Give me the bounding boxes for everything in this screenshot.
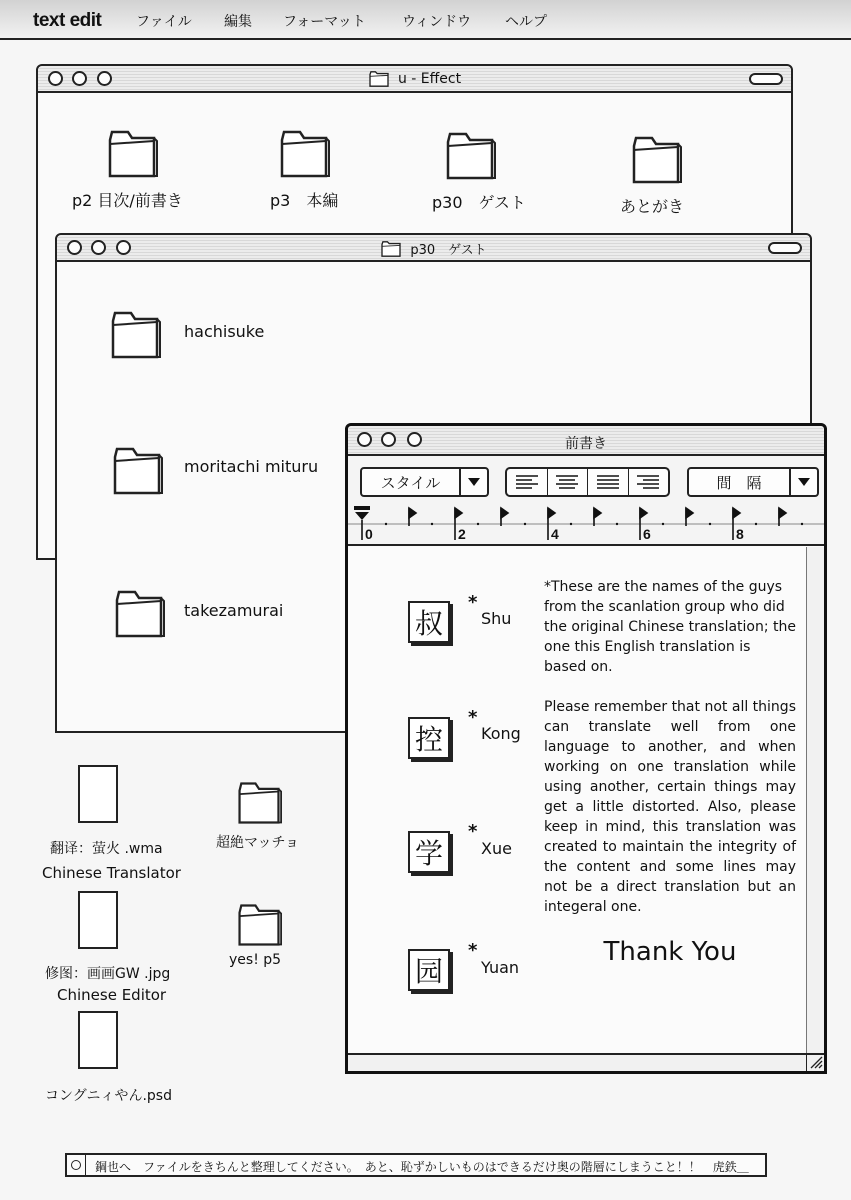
menu-file[interactable]: ファイル: [136, 14, 192, 30]
folder-icon[interactable]: [111, 445, 163, 497]
message-text: 鋼也へ ファイルをきちんと整理してください。 あと、恥ずかしいものはできるだけ奥の階層にしまうこと！！ 虎鉄＿: [95, 1160, 749, 1174]
folder-icon[interactable]: [630, 134, 682, 186]
folder-label: p30 ゲスト: [432, 193, 526, 212]
folder-label: hachisuke: [184, 322, 265, 341]
chevron-down-icon: [459, 469, 487, 495]
thank-you-text: Thank You: [603, 937, 737, 967]
asterisk: *: [468, 940, 478, 961]
effect-window-titlebar[interactable]: [38, 66, 791, 93]
toolbar-toggle-button[interactable]: [749, 73, 783, 85]
guest-window-titlebar[interactable]: [57, 235, 810, 262]
translation-disclaimer: Please remember that not all things can translate well from one language to another, and when working on one translation while using another, certain things may get a little distorted. Also, please keep in mind, this translation was created to maintain the integrity of the content and some lines may not be a direct translation but an integeral one.: [544, 699, 796, 915]
alignment-control: [505, 467, 670, 497]
asterisk: *: [468, 707, 478, 728]
format-toolbar: [348, 456, 824, 546]
align-right-icon: [636, 474, 660, 490]
folder-icon[interactable]: [236, 780, 282, 826]
kanji-stamp: 控: [408, 717, 450, 759]
align-right-button[interactable]: [628, 469, 669, 495]
document-icon[interactable]: [78, 1011, 118, 1069]
spacing-dropdown-label: 間 隔: [716, 473, 762, 492]
textedit-window: [345, 423, 827, 1074]
window-title: 前書き: [565, 436, 607, 452]
folder-icon: [368, 70, 390, 88]
asterisk: *: [468, 821, 478, 842]
folder-icon[interactable]: [109, 309, 161, 361]
folder-label: takezamurai: [184, 601, 284, 620]
ruler-ticks: [348, 502, 824, 544]
menu-bar: [0, 0, 851, 40]
textedit-window-titlebar[interactable]: [348, 426, 824, 456]
document-text-area[interactable]: [348, 547, 806, 1053]
ruler-number: 8: [736, 526, 744, 542]
vertical-scrollbar[interactable]: [806, 547, 824, 1053]
folder-label: あとがき: [620, 197, 685, 216]
file-name: 翻译：萤火 .wma: [50, 841, 163, 857]
file-name: 修图：画画GW .jpg: [45, 966, 171, 982]
menu-help[interactable]: ヘルプ: [505, 14, 547, 30]
folder-label: p3 本編: [270, 191, 339, 210]
folder-icon: [380, 240, 402, 258]
chevron-down-icon: [789, 469, 817, 495]
document-icon[interactable]: [78, 765, 118, 823]
folder-icon[interactable]: [444, 130, 496, 182]
kanji-stamp: 园: [408, 949, 450, 991]
folder-label: 超絶マッチョ: [216, 835, 300, 851]
style-dropdown-label: スタイル: [380, 473, 441, 492]
menu-format[interactable]: フォーマット: [283, 14, 366, 30]
align-justify-icon: [596, 474, 620, 490]
resize-handle[interactable]: [806, 1053, 824, 1071]
align-center-icon: [555, 474, 579, 490]
folder-label: moritachi mituru: [184, 457, 319, 476]
style-dropdown[interactable]: [360, 467, 489, 497]
folder-label: p2 目次/前書き: [72, 191, 183, 210]
file-role: Chinese Editor: [57, 986, 167, 1004]
window-title: p30 ゲスト: [410, 243, 487, 258]
kanji-stamp: 学: [408, 831, 450, 873]
app-name[interactable]: text edit: [33, 10, 102, 31]
resize-grip-icon: [807, 1053, 823, 1069]
spacing-dropdown[interactable]: [687, 467, 819, 497]
toolbar-toggle-button[interactable]: [768, 242, 802, 254]
menu-edit[interactable]: 編集: [224, 14, 252, 30]
menu-window[interactable]: ウィンドウ: [402, 14, 472, 30]
align-center-button[interactable]: [547, 469, 588, 495]
folder-icon[interactable]: [278, 128, 330, 180]
align-left-icon: [515, 474, 539, 490]
folder-icon[interactable]: [113, 588, 165, 640]
ruler-number: 6: [643, 526, 651, 542]
name-label: Kong: [481, 724, 521, 743]
kanji-stamp: 叔: [408, 601, 450, 643]
align-justify-button[interactable]: [587, 469, 628, 495]
name-label: Yuan: [481, 958, 520, 977]
ruler-number: 0: [365, 526, 373, 542]
asterisk: *: [468, 592, 478, 613]
folder-icon[interactable]: [236, 902, 282, 948]
window-title: u - Effect: [397, 71, 462, 87]
file-name: コングニィやん.psd: [45, 1088, 172, 1104]
align-left-button[interactable]: [507, 469, 547, 495]
document-icon[interactable]: [78, 891, 118, 949]
status-circle-icon: [71, 1160, 81, 1170]
folder-label: yes! p5: [229, 952, 282, 968]
name-label: Xue: [481, 839, 512, 858]
ruler[interactable]: [348, 502, 824, 544]
folder-icon[interactable]: [106, 128, 158, 180]
ruler-number: 4: [551, 526, 559, 542]
translator-note: *These are the names of the guys from the scanlation group who did the original Chinese translation; the one this English translation is based on.: [544, 579, 797, 675]
file-role: Chinese Translator: [42, 864, 181, 882]
divider: [85, 1155, 86, 1175]
horizontal-scrollbar[interactable]: [348, 1053, 824, 1071]
message-bar: [65, 1153, 767, 1177]
name-label: Shu: [481, 609, 512, 628]
ruler-number: 2: [458, 526, 466, 542]
